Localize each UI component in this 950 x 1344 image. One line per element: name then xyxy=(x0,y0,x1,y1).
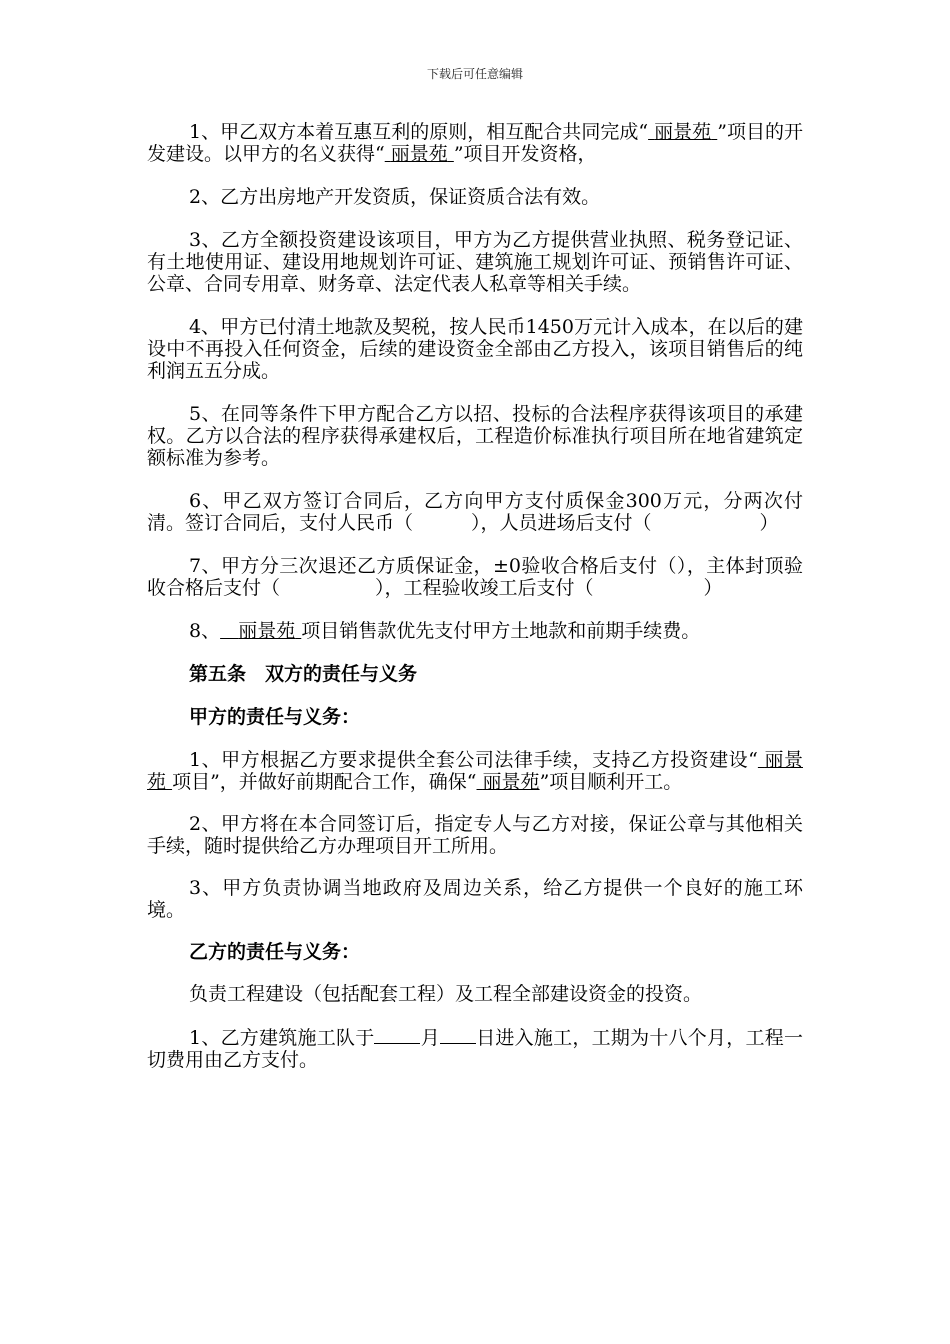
project-name-blank: 丽景苑 xyxy=(238,620,296,642)
project-name-blank: 丽景苑 xyxy=(147,749,803,793)
clause-1-text-a: 1、甲乙双方本着互惠互利的原则，相互配合共同完成“ xyxy=(189,121,649,143)
clause-6: 6、甲乙双方签订合同后，乙方向甲方支付质保金300万元，分两次付清。签订合同后，支付人民币（ ），人员进场后支付（ ） xyxy=(147,490,803,534)
contract-body xyxy=(147,121,803,1071)
page-header: 下载后可任意编辑 xyxy=(426,67,523,81)
clause-3: 3、乙方全额投资建设该项目，甲方为乙方提供营业执照、税务登记证、有土地使用证、建设用地规划许可证、建筑施工规划许可证、预销售许可证、公章、合同专用章、财务章、法定代表人私章等相关手续。 xyxy=(147,229,803,295)
project-name-blank: 丽景苑 xyxy=(390,143,448,165)
clause-1 xyxy=(147,121,803,165)
day-blank xyxy=(440,1025,476,1044)
clause-5: 5、在同等条件下甲方配合乙方以招、投标的合法程序获得该项目的承建权。乙方以合法的程序获得承建权后，工程造价标准执行项目所在地省建筑定额标准为参考。 xyxy=(147,403,803,469)
party-a-clause-1: 1、甲方根据乙方要求提供全套公司法律手续，支持乙方投资建设“ 丽景苑 项目”，并做好前期配合工作，确保“ 丽景苑”项目顺利开工。 xyxy=(147,749,803,793)
clause-7: 7、甲方分三次退还乙方质保证金，±0验收合格后支付（），主体封顶验收合格后支付（ ），工程验收竣工后支付（ ） xyxy=(147,555,803,599)
clause-4: 4、甲方已付清土地款及契税，按人民币1450万元计入成本，在以后的建设中不再投入任何资金，后续的建设资金全部由乙方投入，该项目销售后的纯利润五五分成。 xyxy=(147,316,803,382)
clause-2: 2、乙方出房地产开发资质，保证资质合法有效。 xyxy=(189,186,601,208)
party-b-title: 乙方的责任与义务： xyxy=(189,941,361,963)
clause-1-text-b: ”项目的开发建设。以甲方的名义获得“ xyxy=(147,121,804,165)
clause-8: 8、 丽景苑 项目销售款优先支付甲方土地款和前期手续费。 xyxy=(189,620,701,642)
party-b-intro: 负责工程建设（包括配套工程）及工程全部建设资金的投资。 xyxy=(189,983,703,1005)
month-blank xyxy=(374,1025,420,1044)
party-a-title: 甲方的责任与义务： xyxy=(189,706,361,728)
party-a-clause-3: 3、甲方负责协调当地政府及周边关系，给乙方提供一个良好的施工环境。 xyxy=(147,877,803,921)
party-a-clause-2: 2、甲方将在本合同签订后，指定专人与乙方对接，保证公章与其他相关手续，随时提供给乙方办理项目开工所用。 xyxy=(147,813,803,857)
project-name-blank: 丽景苑 xyxy=(654,121,712,143)
project-name-blank: 丽景苑 xyxy=(482,771,540,793)
clause-1-text-c: ”项目开发资格， xyxy=(453,143,597,165)
article-5-title: 第五条 双方的责任与义务 xyxy=(189,663,418,685)
party-b-clause-1: 1、乙方建筑施工队于 月 日进入施工，工期为十八个月，工程一切费用由乙方支付。 xyxy=(147,1027,803,1071)
